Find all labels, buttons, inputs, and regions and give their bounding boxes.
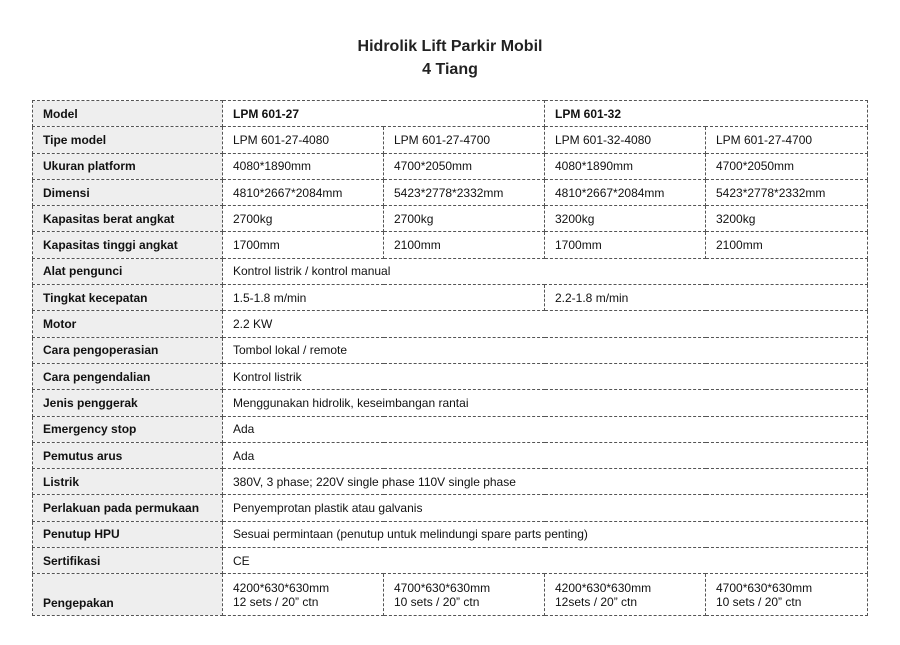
table-cell: 2.2 KW [223, 311, 868, 337]
row-label: Cara pengoperasian [33, 337, 223, 363]
pack-size: 4700*630*630mm [716, 580, 813, 595]
table-cell: Ada [223, 442, 868, 468]
pack-qty: 12 sets / 20” ctn [233, 594, 319, 609]
table-cell: Penyemprotan plastik atau galvanis [223, 495, 868, 521]
table-row [33, 179, 868, 205]
pack-qty: 12sets / 20” ctn [555, 594, 638, 609]
table-cell [223, 574, 384, 616]
table-row [33, 101, 868, 127]
table-cell: Tombol lokal / remote [223, 337, 868, 363]
table-cell: Kontrol listrik [223, 363, 868, 389]
table-cell [384, 574, 545, 616]
pack-size: 4700*630*630mm [394, 580, 491, 595]
row-label: Cara pengendalian [33, 363, 223, 389]
table-row [33, 416, 868, 442]
row-label: Kapasitas tinggi angkat [33, 232, 223, 258]
row-label: Alat pengunci [33, 258, 223, 284]
table-cell: 3200kg [545, 206, 706, 232]
table-cell: Ada [223, 416, 868, 442]
page-title: Hidrolik Lift Parkir Mobil [357, 38, 543, 55]
table-cell: 3200kg [706, 206, 868, 232]
table-cell: 4810*2667*2084mm [545, 179, 706, 205]
table-cell: 380V, 3 phase; 220V single phase 110V single phase [223, 469, 868, 495]
row-label: Listrik [33, 469, 223, 495]
table-cell: 4700*2050mm [384, 153, 545, 179]
table-cell: 2700kg [223, 206, 384, 232]
table-cell: LPM 601-27-4700 [384, 127, 545, 153]
table-cell: 1.5-1.8 m/min [223, 285, 545, 311]
table-cell: Kontrol listrik / kontrol manual [223, 258, 868, 284]
table-cell [545, 574, 706, 616]
table-cell: 2700kg [384, 206, 545, 232]
pack-qty: 10 sets / 20” ctn [716, 594, 802, 609]
table-row [33, 363, 868, 389]
row-label: Kapasitas berat angkat [33, 206, 223, 232]
table-row [33, 153, 868, 179]
row-label: Ukuran platform [33, 153, 223, 179]
row-label: Perlakuan pada permukaan [33, 495, 223, 521]
table-cell: 4080*1890mm [223, 153, 384, 179]
table-row [33, 206, 868, 232]
row-label: Tingkat kecepatan [33, 285, 223, 311]
table-cell [706, 574, 868, 616]
table-row [33, 521, 868, 547]
row-label: Emergency stop [33, 416, 223, 442]
table-row [33, 548, 868, 574]
table-row [33, 390, 868, 416]
table-row [33, 337, 868, 363]
row-label: Pengepakan [33, 574, 223, 616]
table-row [33, 495, 868, 521]
page-subtitle: 4 Tiang [422, 61, 478, 78]
table-cell: 1700mm [545, 232, 706, 258]
table-row [33, 311, 868, 337]
model-group-cell: LPM 601-27 [223, 101, 545, 127]
table-cell: 1700mm [223, 232, 384, 258]
row-label: Dimensi [33, 179, 223, 205]
table-row [33, 574, 868, 616]
table-row [33, 469, 868, 495]
row-label: Penutup HPU [33, 521, 223, 547]
row-label: Pemutus arus [33, 442, 223, 468]
table-row [33, 285, 868, 311]
table-cell: LPM 601-32-4080 [545, 127, 706, 153]
table-cell: LPM 601-27-4080 [223, 127, 384, 153]
row-label: Tipe model [33, 127, 223, 153]
pack-size: 4200*630*630mm [233, 580, 330, 595]
table-row [33, 232, 868, 258]
pack-qty: 10 sets / 20” ctn [394, 594, 480, 609]
table-cell: 5423*2778*2332mm [706, 179, 868, 205]
row-label: Model [33, 101, 223, 127]
table-cell: Menggunakan hidrolik, keseimbangan rantai [223, 390, 868, 416]
row-label: Sertifikasi [33, 548, 223, 574]
row-label: Jenis penggerak [33, 390, 223, 416]
table-cell: CE [223, 548, 868, 574]
table-cell: 4810*2667*2084mm [223, 179, 384, 205]
table-cell: 2.2-1.8 m/min [545, 285, 868, 311]
table-cell: 4700*2050mm [706, 153, 868, 179]
table-row [33, 258, 868, 284]
table-cell: 2100mm [706, 232, 868, 258]
table-row [33, 442, 868, 468]
spec-table [32, 100, 868, 616]
pack-size: 4200*630*630mm [555, 580, 652, 595]
table-cell: LPM 601-27-4700 [706, 127, 868, 153]
row-label: Motor [33, 311, 223, 337]
table-cell: 2100mm [384, 232, 545, 258]
table-cell: 5423*2778*2332mm [384, 179, 545, 205]
table-row [33, 127, 868, 153]
table-cell: 4080*1890mm [545, 153, 706, 179]
table-cell: Sesuai permintaan (penutup untuk melindungi spare parts penting) [223, 521, 868, 547]
model-group-cell: LPM 601-32 [545, 101, 868, 127]
